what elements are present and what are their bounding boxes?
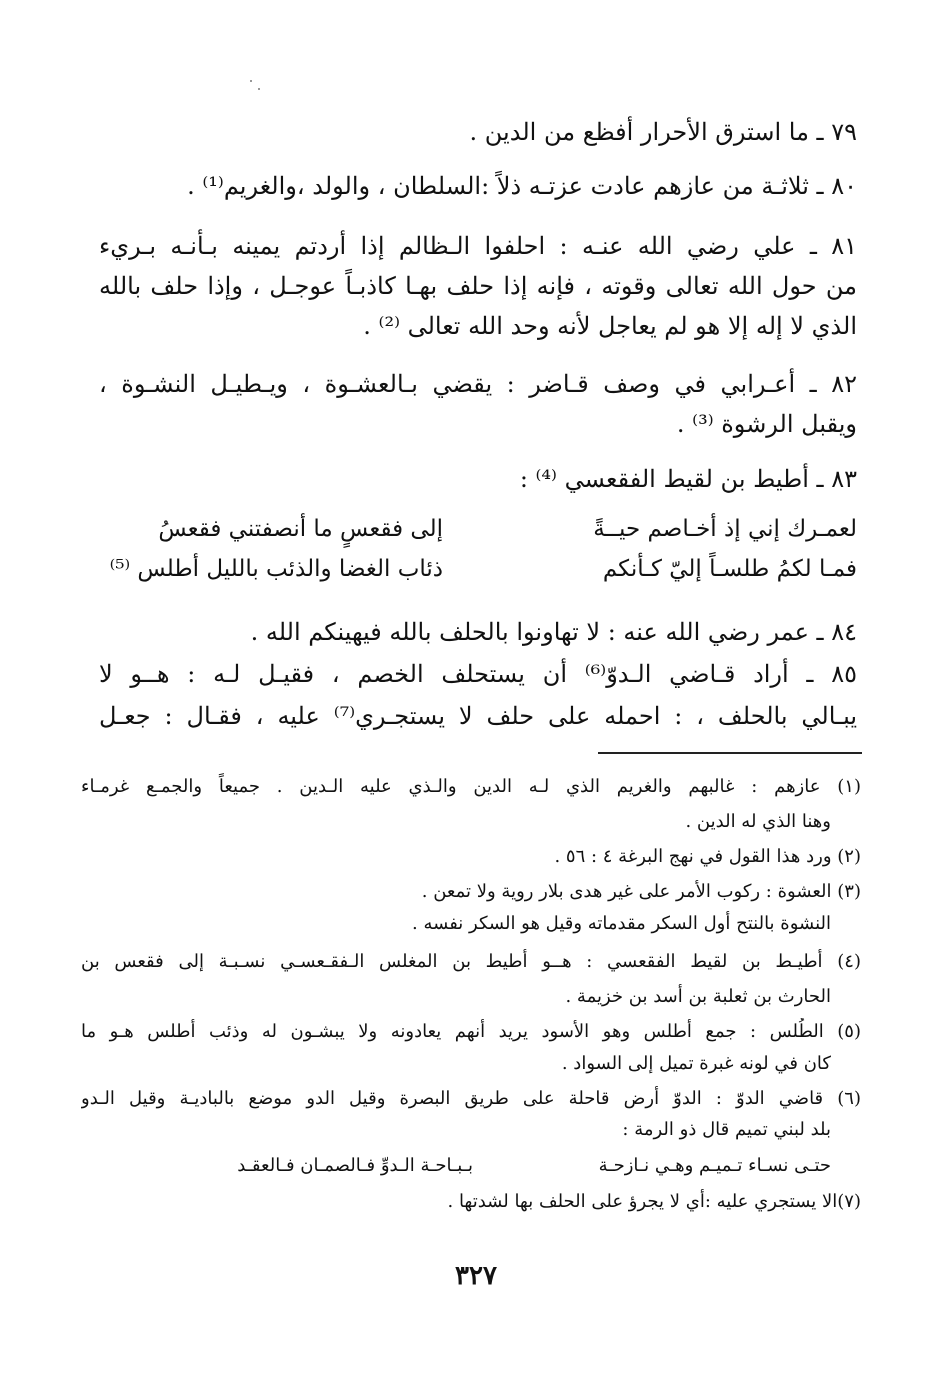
- footnote-5-line-2: كان في لونه غبرة تميل إلى السواد .: [561, 1053, 831, 1074]
- saying-84: ٨٤ ـ عمر رضي الله عنه : لا تهاونوا بالحلف بالله فيهينكم الله .: [250, 618, 857, 646]
- verse-1-second-hemistich: إلى فقعسٍ ما أنصفتني فقعسُ: [158, 516, 443, 542]
- saying-81-line-2: من حول الله تعالى وقوته ، فإنه إذا حلف بهـا كاذبـاً عوجـل ، وإذا حلف بالله: [99, 272, 857, 300]
- scan-speck: [258, 88, 260, 90]
- footnote-4-line-2: الحارث بن ثعلبة بن أسد بن خزيمة .: [565, 986, 831, 1007]
- footnote-3-line-1: (٣) العشوة : ركوب الأمر على غير هدى بلار روية ولا تمعن .: [421, 881, 861, 902]
- footnote-6-line-2: بلد لبني تميم قال ذو الرمة :: [622, 1119, 831, 1140]
- page-number: ٣٢٧: [455, 1261, 497, 1291]
- saying-85-line-1: ٨٥ ـ أراد قـاضي الـدوّ⁽⁶⁾ أن يستحلف الخصم ، فقيـل لـه : هــو لا: [99, 660, 857, 688]
- footnote-2: (٢) ورد هذا القول في نهج البرغة ٤ : ٥٦ .: [554, 846, 861, 867]
- footnote-verse-second-hemistich: بـبـاحـة الـدوِّ فـالصمـان فـالعقـد: [237, 1155, 473, 1176]
- saying-81-line-3: الذي لا إله إلا هو لم يعاجل لأنه وحد الله تعالى ⁽²⁾ .: [363, 312, 857, 340]
- verse-2-first-hemistich: فمـا لكمُ طلسـاً إليّ كـأنكم: [602, 556, 857, 582]
- footnote-separator: [598, 752, 862, 754]
- footnote-4-line-1: (٤) أطيـط بن لقيط الفقعسي : هــو أطيط بن المغلس الـفقـعسـي نسـبـة إلى فقعس بن: [81, 951, 861, 972]
- footnote-5-line-1: (٥) الطُلس : جمع أطلس وهو الأسود يريد أنهم يعادونه ولا يبشـون له وذئب أطلس هـو ما: [81, 1021, 861, 1042]
- saying-82-line-2: ويقبل الرشوة ⁽³⁾ .: [676, 410, 857, 438]
- saying-79: ٧٩ ـ ما استرق الأحرار أفظع من الدين .: [469, 118, 857, 146]
- footnote-verse-first-hemistich: حتـى نسـاء تـميـم وهـي نـازحـة: [598, 1155, 831, 1176]
- footnote-7: (٧)الا يستجري عليه :أي لا يجرؤ على الحلف بها لشدتها .: [447, 1191, 861, 1212]
- saying-82-line-1: ٨٢ ـ أعـرابي في وصف قـاضر : يقضي بـالعشـوة ، ويـطيـل النشـوة ،: [99, 370, 857, 398]
- scan-speck: [250, 80, 252, 82]
- footnote-3-line-2: النشوة بالنتح أول السكر مقدماته وقيل هو السكر نفسه .: [412, 913, 831, 934]
- saying-81-line-1: ٨١ ـ علي رضي الله عنـه : احلفوا الـظالم إذا أردتم يمينه بـأنـه بـريء: [99, 232, 857, 260]
- footnote-6-line-1: (٦) قاضي الدوّ : الدوّ أرض قاحلة على طريق البصرة وقيل الدو موضع بالباديـة وقيل الـدو: [81, 1088, 861, 1109]
- verse-2-second-hemistich: ذئاب الغضا والذئب بالليل أطلس ⁽⁵⁾: [109, 556, 443, 582]
- saying-80: ٨٠ ـ ثلاثـة من عازهم عادت عزتـه ذلاً :السلطان ، والولد ،والغريم⁽¹⁾ .: [187, 172, 857, 200]
- footnote-1-line-2: وهنا الذي له الدين .: [685, 811, 831, 832]
- saying-83-title: ٨٣ ـ أطيط بن لقيط الفقعسي ⁽⁴⁾ :: [519, 465, 857, 493]
- verse-1-first-hemistich: لعمـرك إني إذ أخـاصم حيــةً: [593, 516, 857, 542]
- saying-85-line-2: يبـالي بالحلف ، : احمله على حلف لا يستجـري⁽⁷⁾ عليه ، فقـال : جعـل: [99, 702, 857, 730]
- footnote-1-line-1: (١) عازهم : غالبهم والغريم الذي لـه الدين والـذي عليه الـدين . جميعاً والجمـع غرمـاء: [81, 776, 861, 797]
